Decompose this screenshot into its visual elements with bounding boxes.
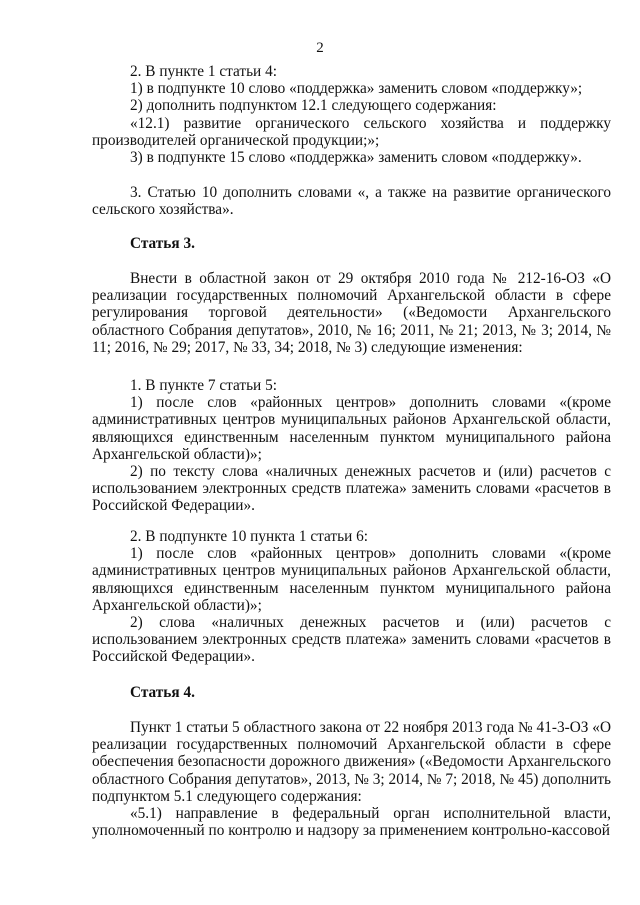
paragraph: 2. В подпункте 10 пункта 1 статьи 6:	[130, 528, 369, 545]
article-3-item-1	[92, 377, 611, 515]
article-2-item-3	[92, 184, 611, 218]
paragraph: 2) по тексту слова «наличных денежных расчетов и (или) расчетов с использованием электронных средств платежа» заменить словами «расчетов в Российской Федерации».	[92, 463, 611, 515]
paragraph: «5.1) направление в федеральный орган исполнительной власти, уполномоченный по контролю и надзору за применением контрольно-кассовой	[92, 805, 611, 840]
paragraph: «12.1) развитие органического сельского хозяйства и поддержку производителей органической продукции;»;	[92, 114, 611, 149]
article-4-heading	[92, 684, 611, 701]
paragraph: Внести в областной закон от 29 октября 2010 года № 212-16-ОЗ «О реализации государственных полномочий Архангельской области в сфере регулирования торговой деятельности» («Ведомости Архангельского областного Собрания депутатов», 2010, № 16; 2011, № 21; 2013, № 3; 2014, № 11; 2016, № 29; 2017, № 33, 34; 2018, № 3) следующие изменения:	[92, 270, 611, 356]
page-number: 2	[316, 40, 324, 56]
paragraph: 2) слова «наличных денежных расчетов и (или) расчетов с использованием электронных средств платежа» заменить словами «расчетов в Российской Федерации».	[92, 614, 611, 666]
paragraph: 3) в подпункте 15 слово «поддержка» заменить словом «поддержку».	[130, 149, 582, 167]
paragraph: Пункт 1 статьи 5 областного закона от 22 ноября 2013 года № 41-3-ОЗ «О реализации государственных полномочий Архангельской области в сфере обеспечения безопасности дорожного движения» («Ведомости Архангельского областного Собрания депутатов», 2013, № 3; 2014, № 7; 2018, № 45) дополнить подпунктом 5.1 следующего содержания:	[92, 719, 611, 805]
paragraph: 3. Статью 10 дополнить словами «, а также на развитие органического сельского хозяйства».	[92, 184, 611, 219]
paragraph: 1) в подпункте 10 слово «поддержка» заменить словом «поддержку»;	[130, 80, 583, 98]
article-3-heading	[92, 235, 611, 252]
paragraph: 1. В пункте 7 статьи 5:	[130, 377, 277, 394]
article-4-body	[92, 719, 611, 839]
paragraph: 1) после слов «районных центров» дополнить словами «(кроме административных центров муниципальных районов Архангельской области, являющихся единственным населенным пунктом муниципального района Архангельской области)»;	[92, 394, 611, 463]
article-3-item-2	[92, 528, 611, 666]
article-2-items-1-2	[92, 63, 611, 166]
article-title: Статья 4.	[130, 684, 195, 701]
article-title: Статья 3.	[130, 235, 195, 252]
paragraph: 1) после слов «районных центров» дополнить словами «(кроме административных центров муниципальных районов Архангельской области, являющихся единственным населенным пунктом муниципального района Архангельской области)»;	[92, 545, 611, 614]
paragraph: 2) дополнить подпунктом 12.1 следующего содержания:	[130, 97, 497, 115]
paragraph: 2. В пункте 1 статьи 4:	[130, 63, 277, 80]
article-3-intro	[92, 270, 611, 356]
